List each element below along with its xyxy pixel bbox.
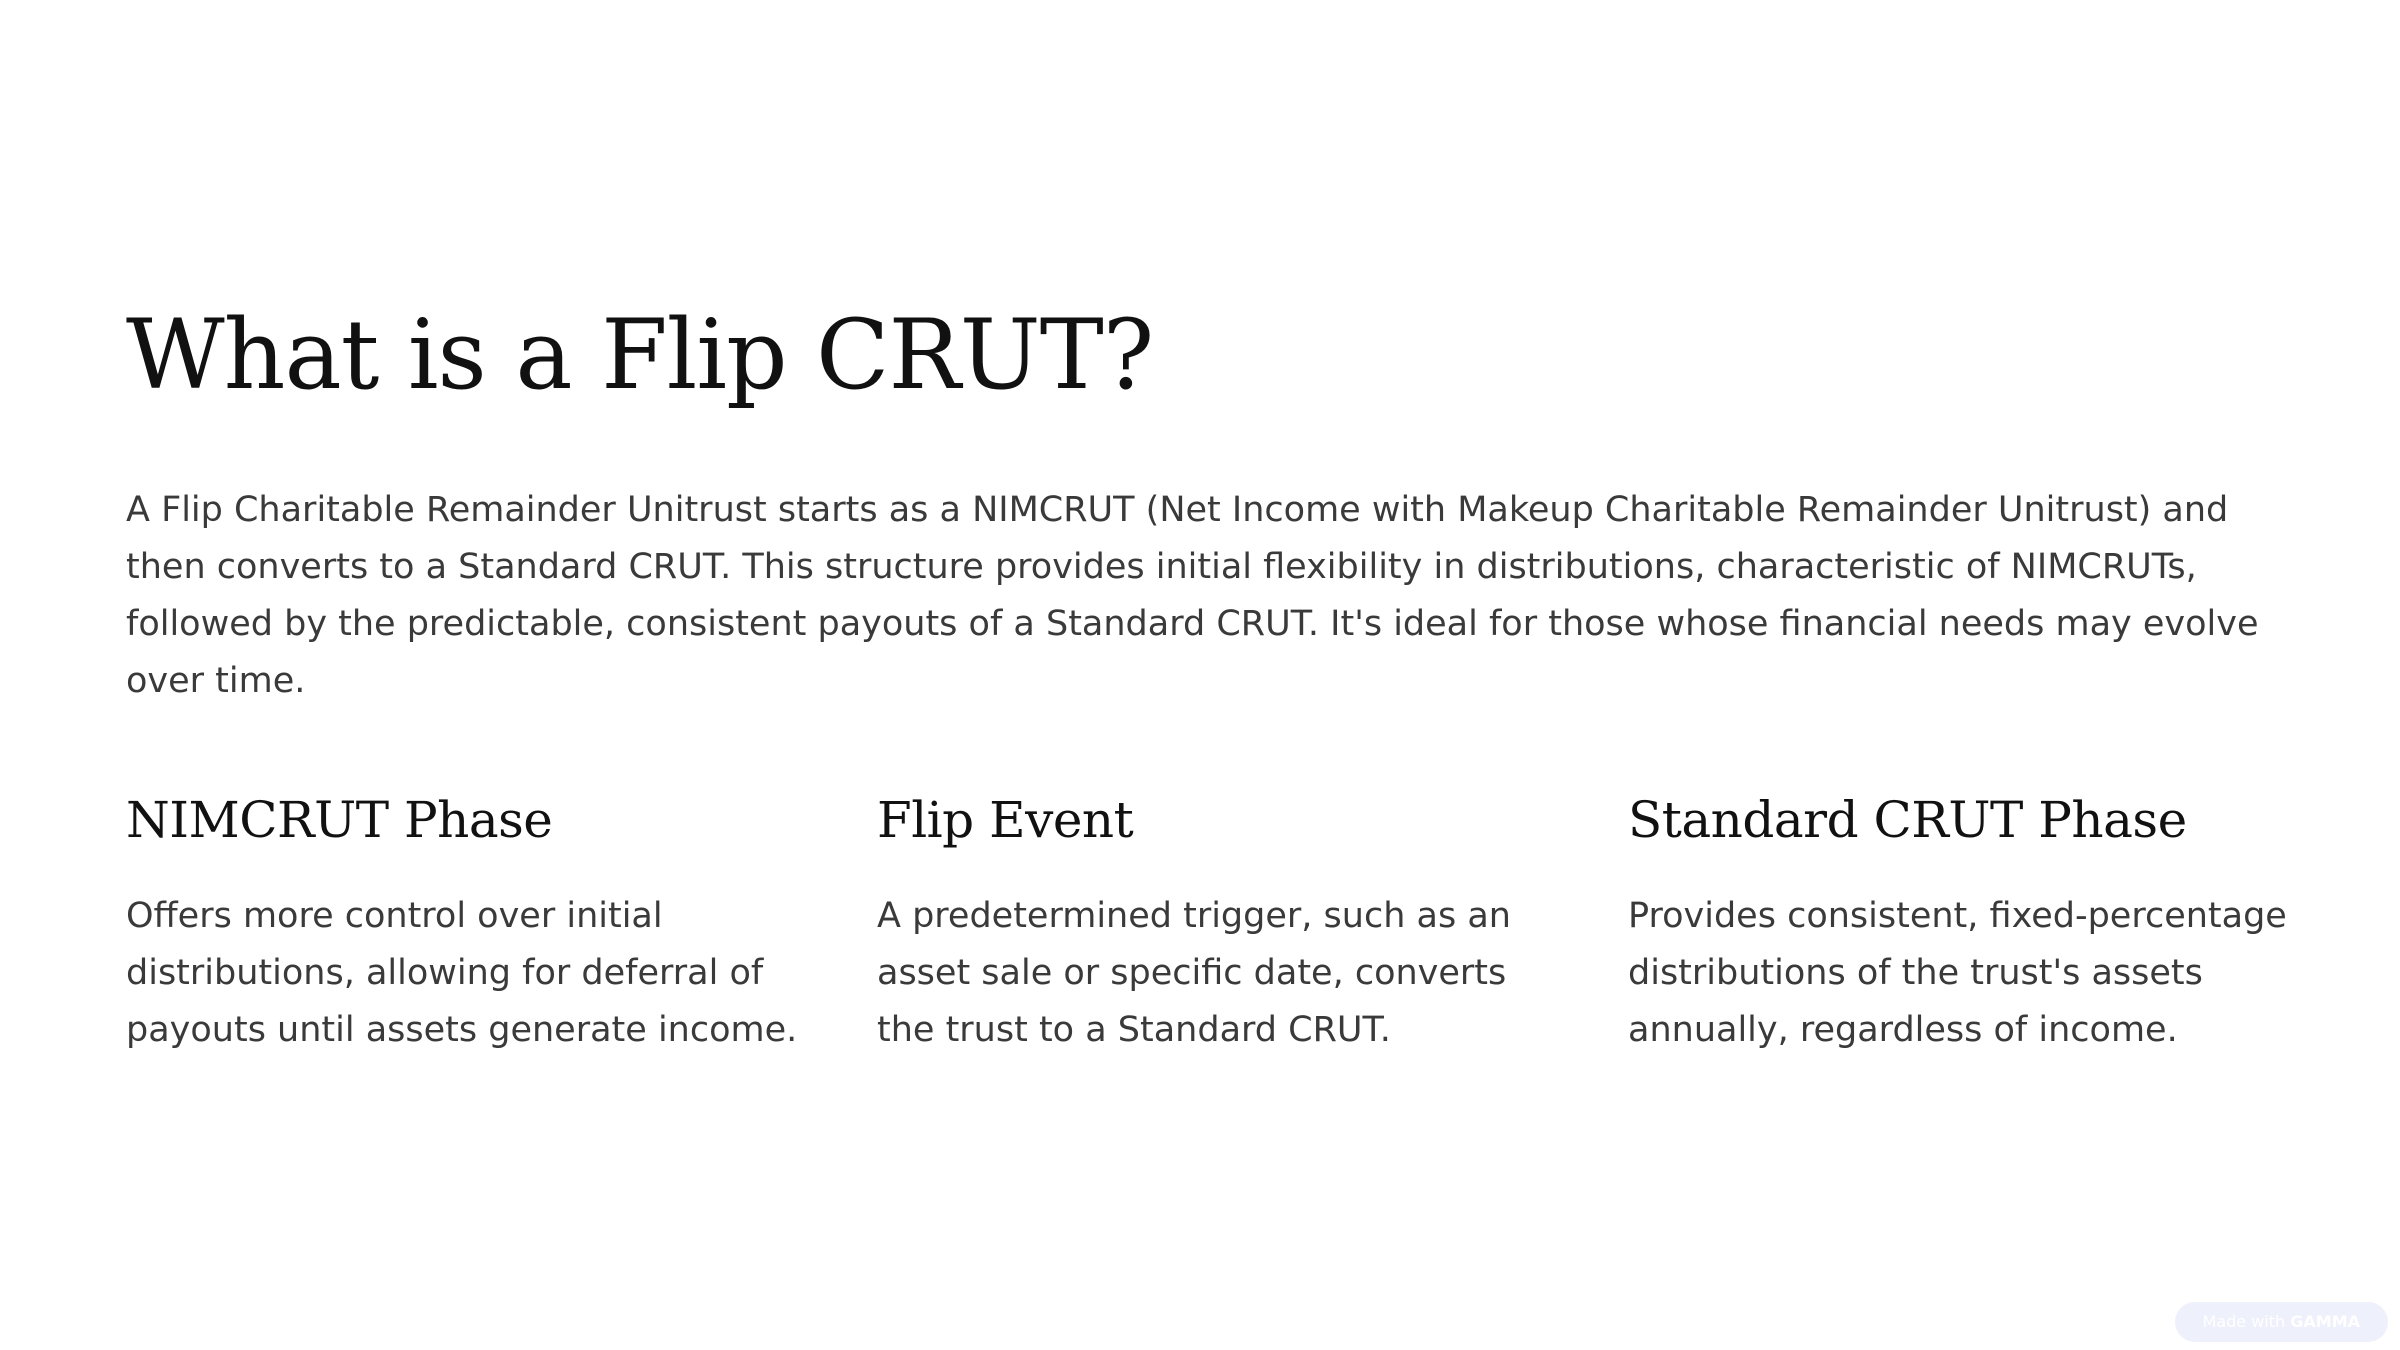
- intro-paragraph: A Flip Charitable Remainder Unitrust starts as a NIMCRUT (Net Income with Makeup Charitable Remainder Unitrust) and then converts to a Standard CRUT. This structure provides initial flexibility in distributions, characteristic of NIMCRUTs, followed by the predictable, consistent payouts of a Standard CRUT. It's ideal for those whose financial needs may evolve over time.: [126, 490, 2259, 702]
- column-text: Provides consistent, fixed-percentage distributions of the trust's assets annually, regardless of income.: [1628, 896, 2287, 1051]
- column-text: Offers more control over initial distributions, allowing for deferral of payouts until assets generate income.: [126, 896, 798, 1051]
- column-title: Flip Event: [877, 791, 1134, 850]
- slide-content: [126, 300, 2286, 1059]
- column-title: Standard CRUT Phase: [1628, 791, 2187, 850]
- badge-brand: GAMMA: [2290, 1312, 2360, 1331]
- column-standard-crut-phase: [1628, 790, 2308, 1059]
- column-flip-event: [877, 790, 1628, 1059]
- column-text: A predetermined trigger, such as an asset sale or specific date, converts the trust to a Standard CRUT.: [877, 896, 1511, 1051]
- phase-columns: [126, 790, 2286, 1059]
- column-title: NIMCRUT Phase: [126, 791, 553, 850]
- badge-prefix: Made with: [2202, 1312, 2286, 1331]
- column-nimcrut-phase: [126, 790, 877, 1059]
- page-title: What is a Flip CRUT?: [126, 299, 1154, 411]
- made-with-badge[interactable]: [2175, 1302, 2388, 1342]
